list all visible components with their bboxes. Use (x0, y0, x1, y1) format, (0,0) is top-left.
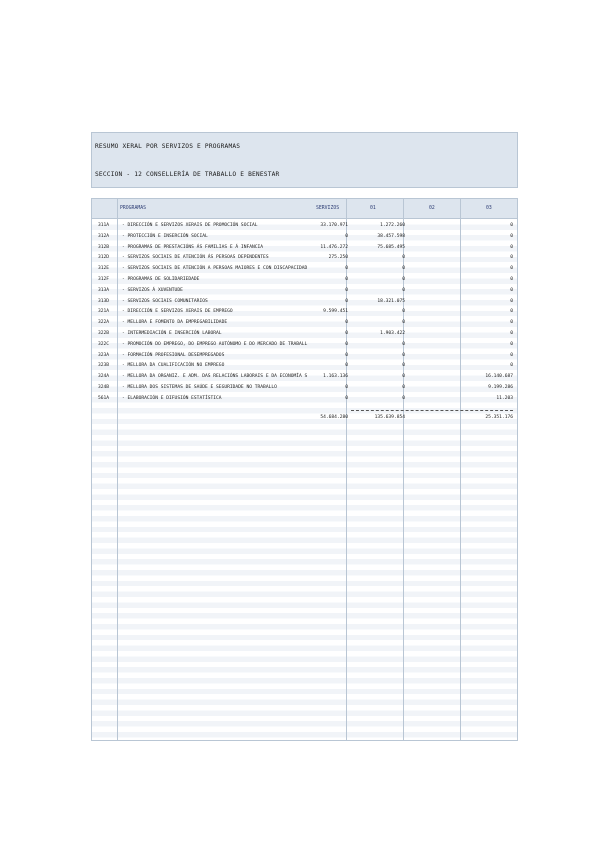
value-02: 18.321.075 (377, 298, 405, 304)
value-02: 0 (402, 374, 405, 380)
col-programas: PROGRAMAS (120, 206, 146, 211)
value-01: 0 (345, 385, 348, 390)
value-03: 0 (510, 266, 513, 272)
table-row (92, 286, 518, 297)
value-03: 0 (510, 352, 513, 358)
value-02: 0 (402, 255, 405, 261)
totals-row (92, 413, 518, 424)
table-row (92, 340, 518, 351)
value-01: 0 (345, 331, 348, 336)
program-code: 321A (98, 309, 110, 315)
value-02: 0 (402, 395, 405, 401)
value-03: 0 (510, 341, 513, 347)
value-01: 0 (345, 395, 348, 401)
total-02: 135.639.854 (374, 415, 405, 420)
value-03: 9.199.286 (488, 385, 513, 390)
value-03: 0 (510, 233, 513, 239)
value-02: 0 (402, 309, 405, 315)
value-02: 1.903.422 (380, 331, 405, 336)
value-03: 0 (510, 244, 513, 250)
value-02: 0 (402, 266, 405, 272)
value-01: 0 (345, 352, 348, 358)
program-name: - PROGRAMAS DE SOLIDARIEDADE (122, 277, 200, 282)
value-02: 1.272.260 (380, 223, 405, 228)
program-code: 323A (98, 352, 110, 358)
value-03: 11.203 (496, 395, 513, 401)
program-code: 312E (98, 266, 110, 272)
table-row (92, 253, 518, 264)
value-03: 0 (510, 255, 513, 261)
program-code: 322C (98, 341, 110, 347)
value-01: 9.599.451 (323, 309, 348, 315)
program-code: 312B (98, 244, 110, 250)
program-name: - SERVIZOS SOCIAIS COMUNITARIOS (122, 298, 208, 304)
value-02: 0 (402, 385, 405, 390)
col-03: 03 (486, 206, 492, 211)
value-01: 0 (345, 233, 348, 239)
value-02: 0 (402, 352, 405, 358)
col-servizos: SERVIZOS (316, 206, 340, 211)
value-03: 16.140.687 (485, 374, 513, 380)
program-name: - MELLORA DA CUALIFICACIÓN NO EMPREGO (122, 363, 225, 369)
value-03: 0 (510, 363, 513, 369)
value-01: 0 (345, 287, 348, 293)
value-01: 0 (345, 266, 348, 272)
value-01: 0 (345, 277, 348, 282)
value-02: 75.685.495 (377, 244, 405, 250)
value-03: 0 (510, 287, 513, 293)
table-row (92, 221, 518, 232)
value-01: 0 (345, 320, 348, 326)
section-title: SECCION - 12 CONSELLERÍA DE TRABALLO E BENESTAR (95, 171, 280, 178)
program-name: - MELLORA DOS SISTEMAS DE SAÚDE E SEGURIDADE NO TRABALLO (122, 385, 277, 390)
table-row (92, 243, 518, 254)
program-name: - DIRECCIÓN E SERVIZOS XERAIS DE PROMOCIÓN SOCIAL (122, 223, 258, 228)
value-02: 0 (402, 287, 405, 293)
program-name: - SERVIZOS SOCIAIS DE ATENCIÓN ÁS PERSOAS DEPENDENTES (122, 255, 269, 261)
program-code: 313D (98, 298, 110, 304)
program-name: - PROTECCIÓN E INSERCIÓN SOCIAL (122, 233, 208, 239)
table-row (92, 275, 518, 286)
value-03: 0 (510, 320, 513, 326)
program-name: - SERVIZOS Á XUVENTUDE (122, 287, 183, 293)
table-row (92, 297, 518, 308)
program-code: 312A (98, 233, 110, 239)
program-name: - ELABORACIÓN E DIFUSIÓN ESTATÍSTICA (122, 395, 222, 401)
value-01: 0 (345, 341, 348, 347)
report-title: RESUMO XERAL POR SERVIZOS E PROGRAMAS (95, 143, 241, 150)
value-02: 0 (402, 363, 405, 369)
table-row (92, 318, 518, 329)
program-code: 322B (98, 331, 110, 336)
program-code: 312D (98, 255, 110, 261)
value-03: 0 (510, 223, 513, 228)
value-01: 0 (345, 363, 348, 369)
program-name: - DIRECCIÓN E SERVIZOS XERAIS DE EMPREGO (122, 309, 233, 315)
program-name: - SERVIZOS SOCIAIS DE ATENCIÓN A PERSOAS MAIORES E CON DISCAPACIDAD (122, 266, 308, 272)
table-row (92, 351, 518, 362)
value-03: 0 (510, 309, 513, 315)
table-row (92, 232, 518, 243)
col-01: 01 (370, 206, 376, 211)
report-header (91, 132, 518, 188)
value-01: 11.476.272 (320, 244, 348, 250)
col-02: 02 (429, 206, 435, 211)
value-03: 0 (510, 277, 513, 282)
table-row (92, 372, 518, 383)
total-separator (351, 410, 513, 411)
table-row (92, 361, 518, 372)
program-name: - MELLORA DA ORGANIZ. E ADM. DAS RELACIÓNS LABORAIS E DA ECONOMÍA S (122, 374, 308, 380)
value-01: 33.170.971 (320, 223, 348, 228)
value-01: 1.163.136 (323, 374, 348, 380)
program-code: 312F (98, 277, 110, 282)
value-01: 275.250 (328, 255, 348, 261)
program-code: 324A (98, 374, 110, 380)
program-code: 311A (98, 223, 110, 228)
value-02: 38.457.598 (377, 233, 405, 239)
total-03: 25.351.176 (485, 415, 513, 420)
value-02: 0 (402, 341, 405, 347)
column-header (92, 199, 518, 219)
table-row (92, 307, 518, 318)
program-name: - PROMOCIÓN DO EMPREGO, DO EMPREGO AUTÓNOMO E DO MERCADO DE TRABALL (122, 341, 308, 347)
table-row (92, 264, 518, 275)
value-02: 0 (402, 277, 405, 282)
table-row (92, 383, 518, 394)
table-row (92, 329, 518, 340)
value-02: 0 (402, 320, 405, 326)
program-name: - PROGRAMAS DE PRESTACIÓNS ÁS FAMILIAS E Á INFANCIA (122, 244, 264, 250)
program-code: 322A (98, 320, 110, 326)
program-code: 324B (98, 385, 110, 390)
program-name: - FORMACIÓN PROFESIONAL DESEMPREGADOS (122, 352, 225, 358)
program-code: 561A (98, 395, 110, 401)
program-code: 323B (98, 363, 110, 369)
total-01: 54.684.280 (320, 415, 348, 420)
program-code: 313A (98, 287, 110, 293)
summary-table (91, 198, 518, 741)
value-03: 0 (510, 331, 513, 336)
value-03: 0 (510, 298, 513, 304)
value-01: 0 (345, 298, 348, 304)
table-row (92, 394, 518, 405)
program-name: - INTERMEDIACIÓN E INSERCIÓN LABORAL (122, 331, 222, 336)
program-name: - MELLORA E FOMENTO DA EMPREGABILIDADE (122, 320, 228, 326)
